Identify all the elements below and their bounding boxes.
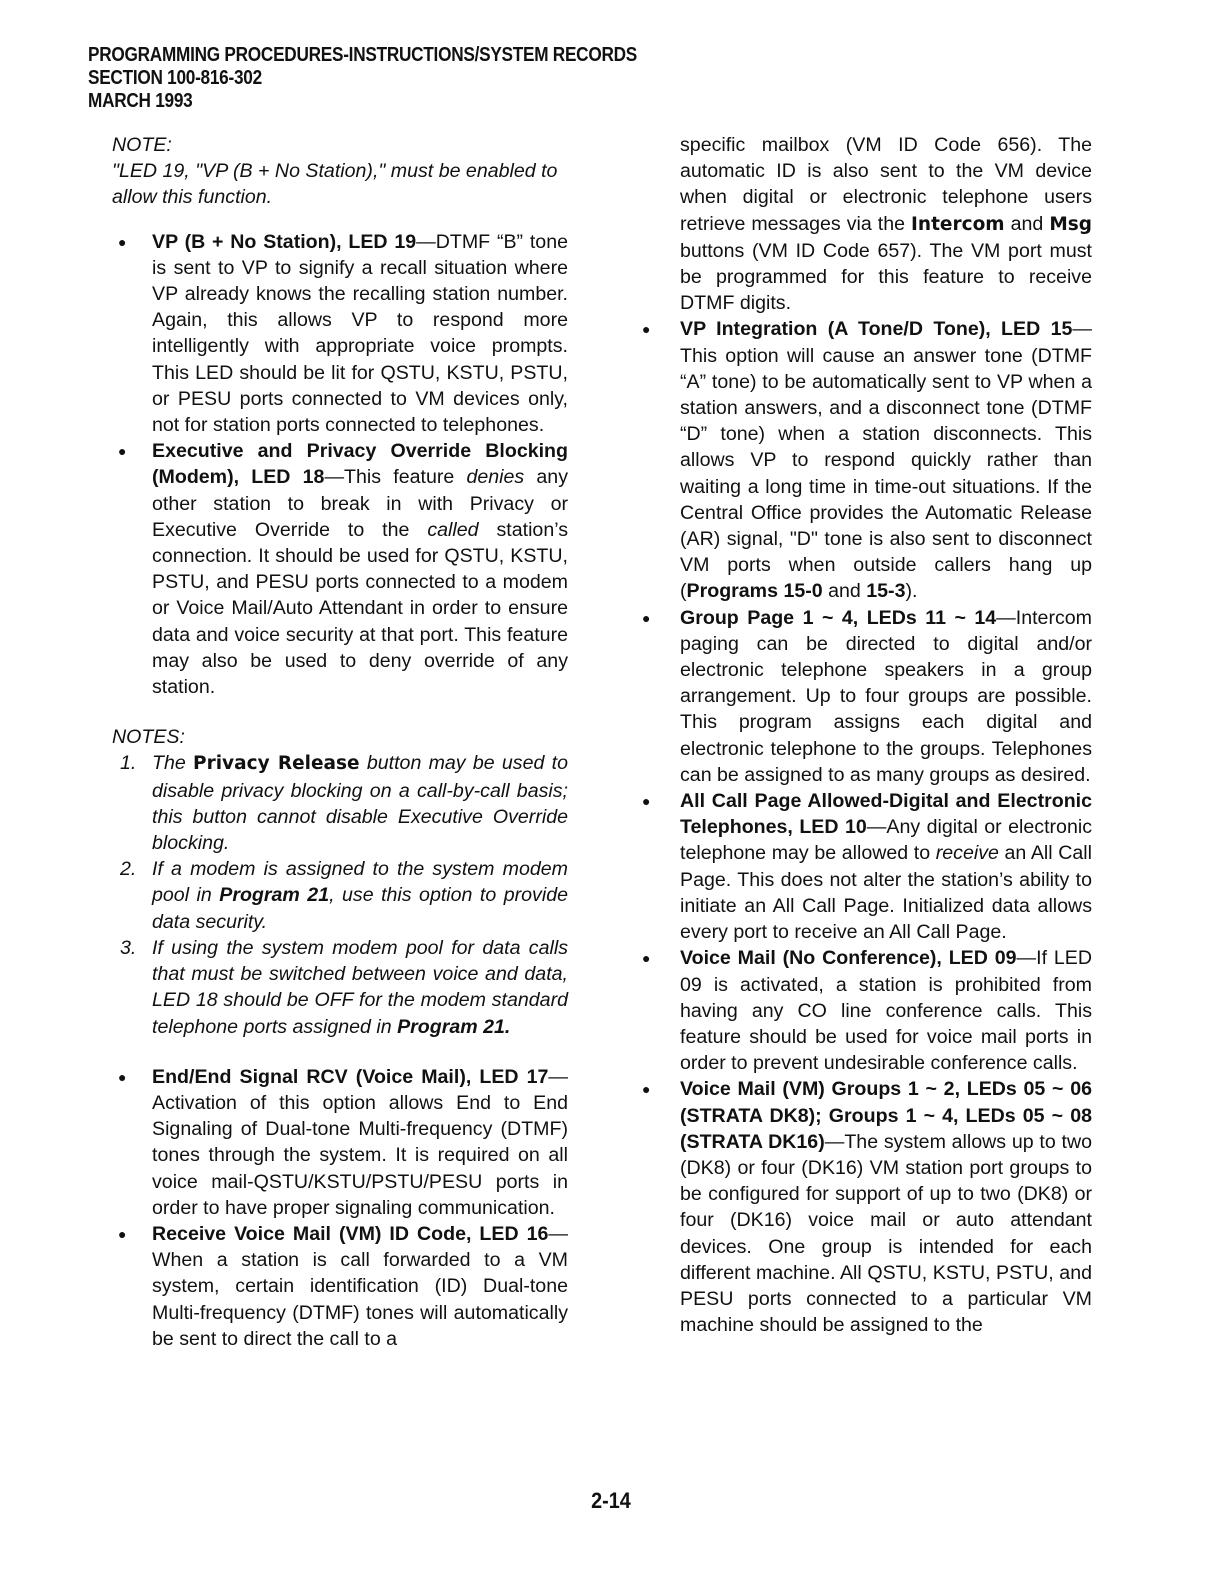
item-title: Receive Voice Mail (VM) ID Code, LED 16 <box>152 1222 549 1245</box>
header-section: SECTION 100-816-302 <box>88 67 262 89</box>
list-item: ● Voice Mail (VM) Groups 1 ~ 2, LEDs 05 ~ 06 (STRATA DK8); Groups 1 ~ 4, LEDs 05 ~ 08 (STRATA DK16)—The system allows up to two (DK8) or four (DK16) VM station port groups to be configured for support of up to two (DK8) or four (DK16) voice mail or auto attendant devices. One group is intended for each different machine. All QSTU, KSTU, PSTU, and PESU ports connected to a particular VM machine should be assigned to the <box>642 1076 1092 1338</box>
list-item: ● All Call Page Allowed-Digital and Electronic Telephones, LED 10—Any digital or electronic telephone may be allowed to receive an All Call Page. This does not alter the station’s ability to initiate an All Call Page. Initialized data allows every port to receive an All Call Page. <box>642 788 1092 945</box>
header-date: MARCH 1993 <box>88 90 193 112</box>
notes-heading: NOTES: <box>112 726 185 749</box>
item-title: VP Integration (A Tone/D Tone), LED 15 <box>680 318 1073 341</box>
list-item: ● VP Integration (A Tone/D Tone), LED 15—This option will cause an answer tone (DTMF “A” tone) to be automatically sent to VP when a station answers, and a disconnect tone (DTMF “D” tone) when a station disconnects. This allows VP to respond quickly rather than waiting a long time in time-out situations. If the Central Office provides the Automatic Release (AR) signal, "D" tone is also sent to disconnect VM ports when outside callers hang up (Programs 15-0 and 15-3). <box>642 316 1092 604</box>
item-title: Group Page 1 ~ 4, LEDs 11 ~ 14 <box>680 606 997 629</box>
continued-paragraph: specific mailbox (VM ID Code 656). The automatic ID is also sent to the VM device when digital or electronic telephone users retrieve messages via the Intercom and Msg buttons (VM ID Code 657). The VM port must be programmed for this feature to receive DTMF digits. <box>680 134 1092 315</box>
bullet-list-left <box>112 229 568 701</box>
bullet-list-left-2 <box>112 1064 568 1352</box>
list-item: ● Receive Voice Mail (VM) ID Code, LED 16—When a station is call forwarded to a VM system, certain identification (ID) Dual-tone Multi-frequency (DTMF) tones will automatically be sent to direct the call to a <box>112 1221 568 1352</box>
list-item: ● Executive and Privacy Override Blocking (Modem), LED 18—This feature denies any other station to break in with Privacy or Executive Override to the called station’s connection. It should be used for QSTU, KSTU, PSTU, and PESU ports connected to a modem or Voice Mail/Auto Attendant in order to ensure data and voice security at that port. This feature may also be used to deny override of any station. <box>112 438 568 700</box>
bullet-list-right <box>642 132 1092 1338</box>
note-heading: NOTE: <box>112 134 172 156</box>
left-column <box>112 132 568 1352</box>
page-header <box>88 44 888 113</box>
note-text: "LED 19, "VP (B + No Station)," must be enabled to allow this function. <box>112 160 558 209</box>
note-item: 3. If using the system modem pool for data calls that must be switched between voice and data, LED 18 should be OFF for the modem standard telephone ports assigned in Program 21. <box>120 936 568 1038</box>
list-item: ● VP (B + No Station), LED 19—DTMF “B” tone is sent to VP to signify a recall situation where VP already knows the recalling station number. Again, this allows VP to respond more intelligently with appropriate voice prompts. This LED should be lit for QSTU, KSTU, PSTU, or PESU ports connected to VM devices only, not for station ports connected to telephones. <box>112 229 568 439</box>
note-item: 1. The Privacy Release button may be used to disable privacy blocking on a call-by-call basis; this button cannot disable Executive Override blocking. <box>120 752 568 855</box>
item-title: Voice Mail (VM) Groups 1 ~ 2, LEDs 05 ~ 06 (STRATA DK8); Groups 1 ~ 4, LEDs 05 ~ 08 (STRATA DK16) <box>680 1078 1092 1153</box>
list-item: ● Voice Mail (No Conference), LED 09—If LED 09 is activated, a station is prohibited from having any CO line conference calls. This feature should be used for voice mail ports in order to prevent undesirable conference calls. <box>642 945 1092 1076</box>
item-title: Voice Mail (No Conference), LED 09 <box>680 947 1017 970</box>
list-item: ● End/End Signal RCV (Voice Mail), LED 17—Activation of this option allows End to End Signaling of Dual-tone Multi-frequency (DTMF) tones through the system. It is required on all voice mail-QSTU/KSTU/PSTU/PESU ports in order to have proper signaling communication. <box>112 1064 568 1221</box>
notes-list <box>112 750 568 1039</box>
page-number: 2-14 <box>591 1488 631 1513</box>
item-title: VP (B + No Station), LED 19 <box>152 230 417 253</box>
item-title: Executive and Privacy Override Blocking (Modem), LED 18 <box>152 440 568 489</box>
item-title: End/End Signal RCV (Voice Mail), LED 17 <box>152 1065 549 1088</box>
item-title: All Call Page Allowed-Digital and Electronic Telephones, LED 10 <box>680 790 1092 839</box>
right-column <box>642 132 1092 1338</box>
header-title: PROGRAMMING PROCEDURES-INSTRUCTIONS/SYSTEM RECORDS <box>88 44 638 66</box>
note-item: 2. If a modem is assigned to the system modem pool in Program 21, use this option to provide data security. <box>120 858 568 933</box>
list-item: ● Group Page 1 ~ 4, LEDs 11 ~ 14—Intercom paging can be directed to digital and/or electronic telephone speakers in a group arrangement. Up to four groups are possible. This program assigns each digital and electronic telephone to the groups. Telephones can be assigned to as many groups as desired. <box>642 605 1092 788</box>
